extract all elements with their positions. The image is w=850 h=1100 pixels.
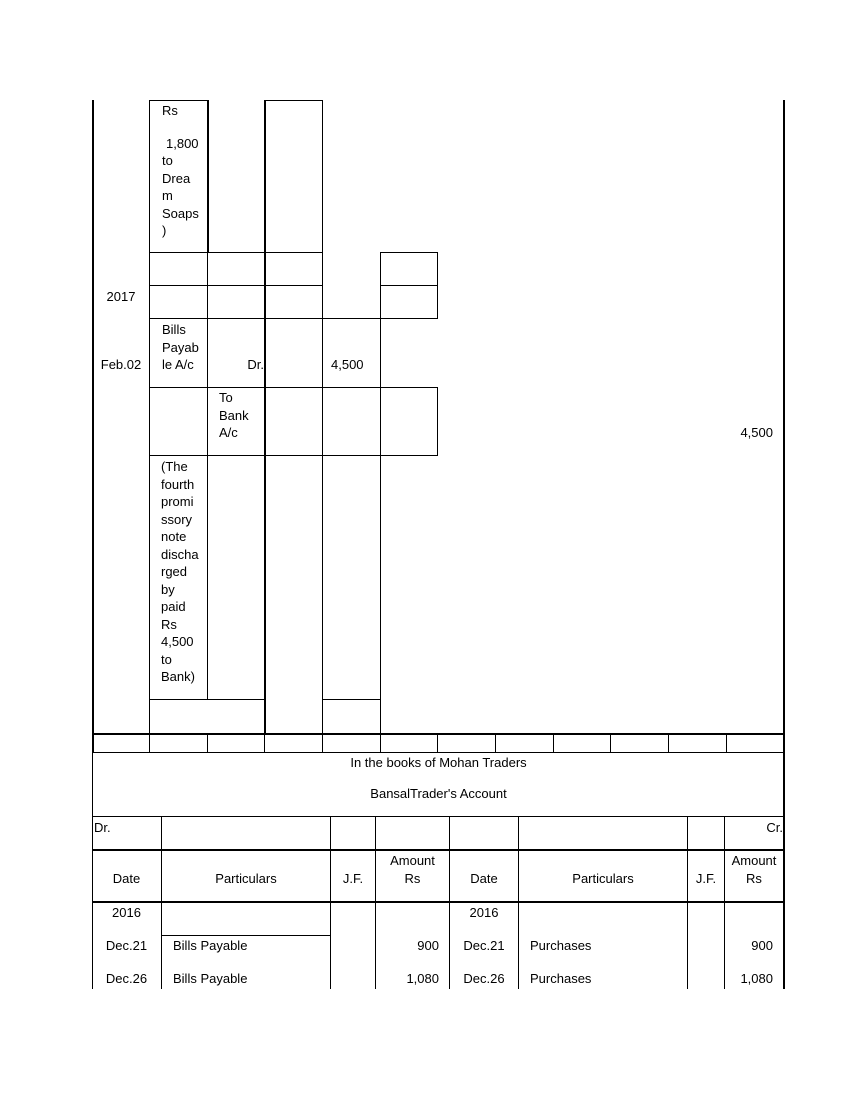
grid-line bbox=[726, 734, 727, 752]
grid-line bbox=[92, 849, 785, 851]
grid-line bbox=[495, 734, 496, 752]
grid-line bbox=[161, 935, 331, 936]
dr-label: Dr. bbox=[247, 357, 264, 372]
grid-line bbox=[437, 387, 438, 456]
grid-line bbox=[553, 734, 554, 752]
debit-amount: 4,500 bbox=[331, 357, 364, 372]
grid-line bbox=[322, 734, 323, 752]
grid-line bbox=[149, 455, 438, 456]
header-date-left: Date bbox=[112, 871, 141, 886]
header-amount-right: Amount Rs bbox=[731, 853, 777, 886]
dr-marker: Dr. bbox=[94, 820, 111, 835]
grid-line bbox=[449, 816, 450, 989]
credit-amount: 4,500 bbox=[740, 425, 773, 440]
grid-line bbox=[322, 100, 323, 734]
grid-line bbox=[518, 816, 519, 989]
grid-line bbox=[668, 734, 669, 752]
grid-line bbox=[92, 100, 94, 753]
grid-line bbox=[149, 100, 208, 101]
year-left: 2016 bbox=[112, 905, 141, 920]
table-cell: 1,080 bbox=[406, 971, 439, 986]
grid-line bbox=[322, 699, 380, 700]
table-cell: Bills Payable bbox=[173, 971, 248, 986]
entry-year: 2017 bbox=[106, 289, 136, 304]
grid-line bbox=[264, 734, 265, 752]
grid-line bbox=[380, 252, 438, 253]
table-cell: 900 bbox=[417, 938, 439, 953]
table-cell: Dec.26 bbox=[463, 971, 505, 986]
grid-line bbox=[687, 816, 688, 989]
table-cell: Purchases bbox=[530, 971, 592, 986]
ledger-heading: In the books of Mohan Traders bbox=[350, 755, 527, 770]
narration-prev: Rs 1,800 to Drea m Soaps ) bbox=[162, 103, 199, 238]
cr-marker: Cr. bbox=[766, 820, 783, 835]
grid-line bbox=[207, 252, 208, 699]
grid-line bbox=[380, 734, 381, 752]
grid-line bbox=[149, 699, 265, 700]
grid-line bbox=[330, 816, 331, 989]
grid-line bbox=[264, 100, 323, 101]
grid-line bbox=[437, 734, 438, 752]
grid-line bbox=[380, 252, 381, 734]
table-cell: 1,080 bbox=[740, 971, 773, 986]
account-title: BansalTrader's Account bbox=[370, 786, 507, 801]
table-cell: Bills Payable bbox=[173, 938, 248, 953]
grid-line bbox=[149, 100, 150, 734]
grid-line bbox=[161, 816, 162, 989]
table-cell: Purchases bbox=[530, 938, 592, 953]
grid-line bbox=[92, 816, 785, 817]
grid-line bbox=[380, 285, 438, 286]
grid-line bbox=[610, 734, 611, 752]
header-jf-left: J.F. bbox=[342, 871, 364, 886]
table-cell: Dec.21 bbox=[463, 938, 505, 953]
header-particulars-left: Particulars bbox=[215, 871, 277, 886]
grid-line bbox=[92, 733, 785, 735]
grid-line bbox=[149, 285, 323, 286]
grid-line bbox=[149, 387, 438, 388]
debit-account: Bills Payab le A/c bbox=[162, 322, 199, 372]
header-amount-left: Amount Rs bbox=[390, 853, 435, 886]
header-particulars-right: Particulars bbox=[572, 871, 634, 886]
grid-line bbox=[149, 734, 150, 752]
grid-line bbox=[783, 100, 785, 753]
credit-account: To Bank A/c bbox=[219, 390, 249, 440]
header-jf-right: J.F. bbox=[695, 871, 717, 886]
grid-line bbox=[207, 734, 208, 752]
grid-line bbox=[207, 100, 209, 253]
grid-line bbox=[264, 100, 266, 734]
narration: (The fourth promi ssory note discha rged by paid Rs 4,500 to Bank) bbox=[161, 459, 199, 684]
table-row: Dec.26 bbox=[105, 971, 148, 986]
grid-line bbox=[724, 816, 725, 989]
entry-date: Feb.02 bbox=[100, 357, 142, 372]
grid-line bbox=[375, 816, 376, 989]
grid-line bbox=[149, 318, 438, 319]
grid-line bbox=[437, 252, 438, 319]
table-row: Dec.21 bbox=[105, 938, 148, 953]
grid-line bbox=[149, 252, 323, 253]
table-cell: 900 bbox=[751, 938, 773, 953]
grid-line bbox=[92, 901, 785, 903]
grid-line bbox=[92, 752, 785, 753]
header-date-right: Date bbox=[470, 871, 498, 886]
year-right: 2016 bbox=[469, 905, 499, 920]
